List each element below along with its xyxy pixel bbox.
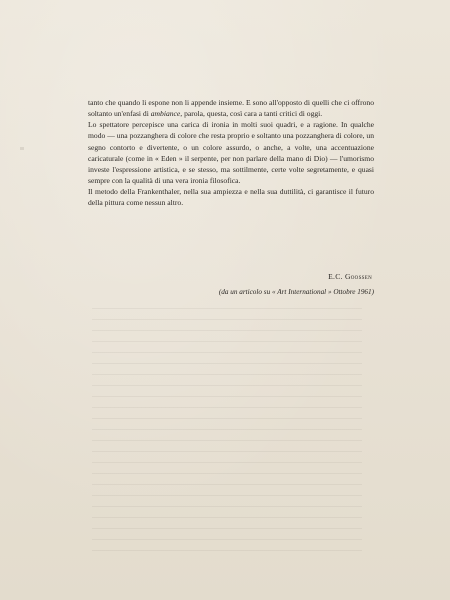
paragraph-1-start: tanto che quando li espone non li appende insieme. E sono all'opposto di quelli che ci offrono soltanto un'enfasi di — [88, 98, 374, 119]
source-citation: (da un articolo su « Art International » Ottobre 1961) — [218, 288, 374, 296]
edge-mark — [20, 147, 24, 150]
paragraph-2: Lo spettatore percepisce una carica di ironia in molti suoi quadri, e a ragione. In qualche modo — una pozzanghera di colore che resta proprio e soltanto una pozzanghera di colore, un segno contorto e divertente, o un colore assurdo, o anche, a volte, una accentuazione caricaturale (come in « Eden » il serpente, per non parlare della mano di Dio) — l'umorismo investe l'espressione artistica, e se stesso, ma sottilmente, certe volte segretamente, e quasi sempre con la qualità di una vera ironia filosofica. — [88, 120, 374, 186]
article-text — [88, 97, 374, 209]
author-signature: E.C. Goossen — [328, 272, 372, 281]
paragraph-1-end: , parola, questa, così cara a tanti critici di oggi. — [180, 109, 323, 119]
italic-word: ambiance — [150, 109, 181, 119]
paragraph-1 — [88, 97, 374, 119]
paragraph-3: Il metodo della Frankenthaler, nella sua ampiezza e nella sua duttilità, ci garantisce il futuro della pittura come nessun altro. — [88, 187, 374, 208]
bleed-through-text — [92, 308, 362, 558]
